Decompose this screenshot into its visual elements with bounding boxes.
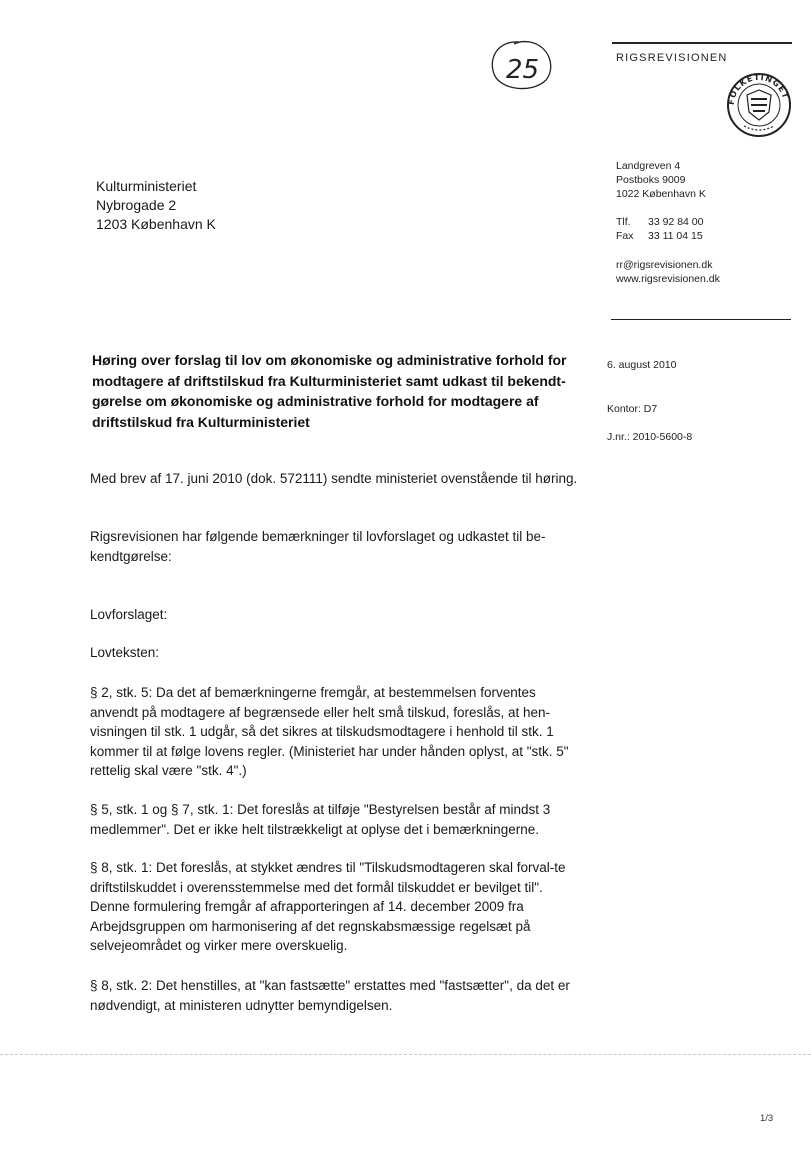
handwritten-number-text: 25: [506, 55, 540, 85]
recipient-address: [96, 177, 216, 234]
paragraph-section-8-2: § 8, stk. 2: Det henstilles, at "kan fastsætte" erstattes med "fastsætter", da det er nødvendigt, at ministeren udnytter bemyndigelsen.: [90, 978, 570, 1013]
paragraph-section-8-1: § 8, stk. 1: Det foreslås, at stykket ændres til "Tilskudsmodtageren skal forval-te driftstilskuddet i overensstemmelse med det formål tilskuddet er bevilget til". Denne formulering fremgår af afrapporteringen af 14. december 2009 fra Arbejdsgruppen om harmonisering af det regnskabsmæssige regelsæt på selvejeområdet og virker mere overskuelig.: [90, 860, 566, 953]
page-number: 1/3: [760, 1113, 774, 1124]
folketinget-seal-logo: [726, 72, 792, 138]
office-reference: Kontor: D7: [607, 403, 658, 415]
intro-paragraph: Med brev af 17. juni 2010 (dok. 572111) sendte ministeriet ovenstående til høring.: [90, 471, 578, 486]
sender-address: [616, 159, 706, 201]
section-heading-law-text: Lovteksten:: [90, 645, 160, 660]
page-bottom-divider: [0, 1054, 811, 1055]
online-contact: [616, 258, 720, 286]
section-heading-bill: Lovforslaget:: [90, 607, 168, 622]
paragraph-section-2: § 2, stk. 5: Da det af bemærkningerne fremgår, at bestemmelsen forventes anvendt på modtagere af begrænsede eller helt små tilskud, foreslås, at hen-visningen til stk. 1 udgår, så det sikres at tilskudsmodtagere i henhold til stk. 1 kommer til at følge lovens regler. (Ministeriet har under hånden oplyst, at "stk. 5" rettelig skal være "stk. 4".): [90, 685, 569, 778]
phone-label: Tlf.: [616, 216, 631, 228]
recipient-name: Kulturministeriet: [96, 178, 197, 194]
website-url: www.rigsrevisionen.dk: [616, 273, 720, 285]
phone-row: [616, 215, 703, 229]
fax-label: Fax: [616, 230, 634, 242]
letter-subject: Høring over forslag til lov om økonomiske og administrative forhold for modtagere af driftstilskud fra Kulturministeriet samt udkast til bekendt-gørelse om økonomiske og administrative forhold for modtagere af driftstilskud fra Kulturministeriet: [92, 352, 567, 430]
svg-text:FOLKETINGET: FOLKETINGET: [726, 72, 791, 106]
sender-address-line: 1022 København K: [616, 188, 706, 200]
fax-number: 33 11 04 15: [648, 230, 703, 242]
handwritten-page-number: [484, 36, 556, 96]
recipient-street: Nybrogade 2: [96, 197, 177, 213]
fax-row: [616, 229, 703, 243]
journal-number: J.nr.: 2010-5600-8: [607, 431, 693, 443]
paragraph-section-5-7: § 5, stk. 1 og § 7, stk. 1: Det foreslås at tilføje "Bestyrelsen består af mindst 3 medlemmer". Det er ikke helt tilstrækkeligt at oplyse det i bemærkningerne.: [90, 802, 551, 837]
phone-number: 33 92 84 00: [648, 216, 704, 228]
letter-date: 6. august 2010: [607, 359, 677, 371]
sender-address-line: Landgreven 4: [616, 160, 681, 172]
email-address: rr@rigsrevisionen.dk: [616, 259, 713, 271]
letterhead-rule-middle: [611, 319, 791, 320]
contact-numbers: [616, 215, 703, 243]
recipient-city: 1203 København K: [96, 216, 216, 232]
sender-address-line: Postboks 9009: [616, 174, 686, 186]
remarks-paragraph: Rigsrevisionen har følgende bemærkninger til lovforslaget og udkastet til be-kendtgørelse:: [90, 529, 546, 564]
organization-name: RIGSREVISIONEN: [616, 52, 728, 64]
letterhead-rule-top: [612, 42, 792, 44]
